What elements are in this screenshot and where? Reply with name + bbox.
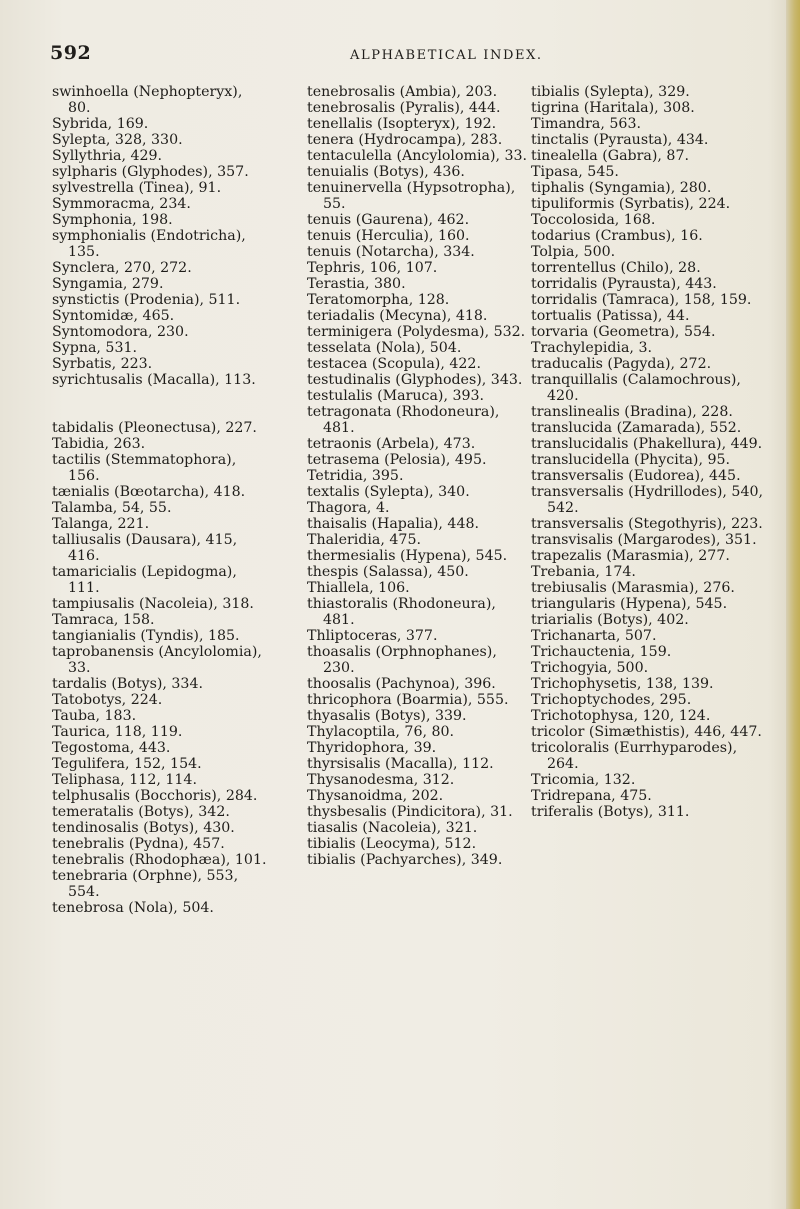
index-entry: torrentellus (Chilo), 28. bbox=[531, 260, 701, 276]
index-entry: tactilis (Stemmatophora), 156. bbox=[52, 452, 237, 484]
index-entry: tigrina (Haritala), 308. bbox=[531, 100, 695, 116]
index-entry: Syngamia, 279. bbox=[52, 276, 164, 292]
index-entry: tenebralis (Rhodophæa), 101. bbox=[52, 852, 267, 868]
index-entry: Trichotophysa, 120, 124. bbox=[531, 708, 711, 724]
index-entry: Symmoracma, 234. bbox=[52, 196, 191, 212]
index-entry: terminigera (Polydesma), 532. bbox=[307, 324, 526, 340]
index-entry: Tegostoma, 443. bbox=[52, 740, 171, 756]
index-entry: Thiallela, 106. bbox=[307, 580, 410, 596]
index-entry: swinhoella (Nephopteryx), 80. bbox=[52, 84, 243, 116]
index-entry: Tricomia, 132. bbox=[531, 772, 636, 788]
index-entry: textalis (Sylepta), 340. bbox=[307, 484, 470, 500]
index-entry: Tridrepana, 475. bbox=[531, 788, 652, 804]
index-entry: Trichauctenia, 159. bbox=[531, 644, 672, 660]
index-entry: Teratomorpha, 128. bbox=[307, 292, 450, 308]
index-entry: tænialis (Bœotarcha), 418. bbox=[52, 484, 246, 500]
page-number: 592 bbox=[50, 42, 92, 64]
index-entry: trapezalis (Marasmia), 277. bbox=[531, 548, 730, 564]
page-edge bbox=[786, 0, 800, 1209]
index-entry: tiphalis (Syngamia), 280. bbox=[531, 180, 712, 196]
index-entry: tetragonata (Rhodoneura), 481. bbox=[307, 404, 500, 436]
index-entry: Trichanarta, 507. bbox=[531, 628, 657, 644]
index-entry: tiasalis (Nacoleia), 321. bbox=[307, 820, 478, 836]
index-entry: thaisalis (Hapalia), 448. bbox=[307, 516, 480, 532]
index-entry: tenebraria (Orphne), 553, 554. bbox=[52, 868, 239, 900]
index-entry: tibialis (Pachyarches), 349. bbox=[307, 852, 503, 868]
index-entry: tendinosalis (Botys), 430. bbox=[52, 820, 235, 836]
index-entry: teriadalis (Mecyna), 418. bbox=[307, 308, 488, 324]
index-entry: thyasalis (Botys), 339. bbox=[307, 708, 467, 724]
index-entry: tibialis (Leocyma), 512. bbox=[307, 836, 477, 852]
index-entry: Terastia, 380. bbox=[307, 276, 406, 292]
index-entry: tenera (Hydrocampa), 283. bbox=[307, 132, 503, 148]
index-entry: Syrbatis, 223. bbox=[52, 356, 153, 372]
index-entry: triangularis (Hypena), 545. bbox=[531, 596, 728, 612]
index-entry: Tauba, 183. bbox=[52, 708, 137, 724]
index-entry: Trachylepidia, 3. bbox=[531, 340, 652, 356]
index-entry: Talamba, 54, 55. bbox=[52, 500, 172, 516]
index-entry: tenebrosalis (Ambia), 203. bbox=[307, 84, 498, 100]
index-entry: tardalis (Botys), 334. bbox=[52, 676, 203, 692]
index-entry: tenebralis (Pydna), 457. bbox=[52, 836, 225, 852]
index-entry: symphonialis (Endotricha), 135. bbox=[52, 228, 246, 260]
index-entry: tenellalis (Isopteryx), 192. bbox=[307, 116, 497, 132]
index-entry: thysbesalis (Pindicitora), 31. bbox=[307, 804, 513, 820]
index-entry: transversalis (Eudorea), 445. bbox=[531, 468, 741, 484]
index-entry: trebiusalis (Marasmia), 276. bbox=[531, 580, 735, 596]
index-entry: Timandra, 563. bbox=[531, 116, 641, 132]
index-entry: tenebrosa (Nola), 504. bbox=[52, 900, 214, 916]
index-entry: Thliptoceras, 377. bbox=[307, 628, 438, 644]
index-entry: Tipasa, 545. bbox=[531, 164, 619, 180]
index-column-2 bbox=[307, 84, 532, 868]
index-entry: tetraonis (Arbela), 473. bbox=[307, 436, 476, 452]
index-entry: Syntomodora, 230. bbox=[52, 324, 189, 340]
index-entry: testudinalis (Glyphodes), 343. bbox=[307, 372, 523, 388]
index-entry: thricophora (Boarmia), 555. bbox=[307, 692, 509, 708]
index-column-1 bbox=[52, 84, 267, 916]
index-entry: thoosalis (Pachynoa), 396. bbox=[307, 676, 496, 692]
index-entry: tortualis (Patissa), 44. bbox=[531, 308, 690, 324]
index-entry: tentaculella (Ancylolomia), 33. bbox=[307, 148, 528, 164]
index-entry: Tetridia, 395. bbox=[307, 468, 404, 484]
index-entry: Talanga, 221. bbox=[52, 516, 150, 532]
index-entry: torridalis (Pyrausta), 443. bbox=[531, 276, 717, 292]
index-entry: sylpharis (Glyphodes), 357. bbox=[52, 164, 249, 180]
index-entry: syrichtusalis (Macalla), 113. bbox=[52, 372, 256, 388]
index-entry: triarialis (Botys), 402. bbox=[531, 612, 689, 628]
index-entry: temeratalis (Botys), 342. bbox=[52, 804, 230, 820]
index-entry: translucida (Zamarada), 552. bbox=[531, 420, 742, 436]
index-entry: Trebania, 174. bbox=[531, 564, 636, 580]
index-entry: translucidella (Phycita), 95. bbox=[531, 452, 731, 468]
index-entry: tenebrosalis (Pyralis), 444. bbox=[307, 100, 501, 116]
index-entry: Taurica, 118, 119. bbox=[52, 724, 183, 740]
index-entry: tamaricialis (Lepidogma), 111. bbox=[52, 564, 237, 596]
index-entry: thermesialis (Hypena), 545. bbox=[307, 548, 508, 564]
index-entry: tricolor (Simæthistis), 446, 447. bbox=[531, 724, 762, 740]
index-entry: Tegulifera, 152, 154. bbox=[52, 756, 202, 772]
index-entry: tenuis (Herculia), 160. bbox=[307, 228, 470, 244]
index-entry: traducalis (Pagyda), 272. bbox=[531, 356, 712, 372]
index-entry: tesselata (Nola), 504. bbox=[307, 340, 462, 356]
index-entry: tinealella (Gabra), 87. bbox=[531, 148, 689, 164]
index-entry: Trichophysetis, 138, 139. bbox=[531, 676, 714, 692]
index-entry: Thysanoidma, 202. bbox=[307, 788, 444, 804]
index-entry: tampiusalis (Nacoleia), 318. bbox=[52, 596, 254, 612]
index-entry: Trichoptychodes, 295. bbox=[531, 692, 692, 708]
index-entry: tibialis (Sylepta), 329. bbox=[531, 84, 690, 100]
running-head: ALPHABETICAL INDEX. bbox=[350, 48, 543, 63]
index-entry: Thaleridia, 475. bbox=[307, 532, 421, 548]
index-entry: tangianialis (Tyndis), 185. bbox=[52, 628, 240, 644]
index-entry: Trichogyia, 500. bbox=[531, 660, 649, 676]
index-entry: tenuis (Gaurena), 462. bbox=[307, 212, 470, 228]
index-entry: Tephris, 106, 107. bbox=[307, 260, 438, 276]
index-entry: thoasalis (Orphnophanes), 230. bbox=[307, 644, 497, 676]
index-entry: Tabidia, 263. bbox=[52, 436, 146, 452]
index-entry: Thagora, 4. bbox=[307, 500, 390, 516]
index-entry: Thyridophora, 39. bbox=[307, 740, 437, 756]
index-entry: tetrasema (Pelosia), 495. bbox=[307, 452, 487, 468]
index-entry: Sypna, 531. bbox=[52, 340, 138, 356]
index-entry: tenuinervella (Hypsotropha), 55. bbox=[307, 180, 516, 212]
index-entry: Syntomidæ, 465. bbox=[52, 308, 175, 324]
index-entry: tinctalis (Pyrausta), 434. bbox=[531, 132, 709, 148]
index-entry: tipuliformis (Syrbatis), 224. bbox=[531, 196, 731, 212]
index-entry: triferalis (Botys), 311. bbox=[531, 804, 690, 820]
index-entry: todarius (Crambus), 16. bbox=[531, 228, 703, 244]
index-entry: tenuis (Notarcha), 334. bbox=[307, 244, 475, 260]
index-entry: Symphonia, 198. bbox=[52, 212, 173, 228]
index-column-3 bbox=[531, 84, 766, 820]
index-entry: Thysanodesma, 312. bbox=[307, 772, 455, 788]
index-entry: thiastoralis (Rhodoneura), 481. bbox=[307, 596, 496, 628]
index-entry: Toccolosida, 168. bbox=[531, 212, 656, 228]
page-header bbox=[50, 42, 760, 72]
index-entry: translucidalis (Phakellura), 449. bbox=[531, 436, 763, 452]
index-entry: torvaria (Geometra), 554. bbox=[531, 324, 716, 340]
index-entry: synstictis (Prodenia), 511. bbox=[52, 292, 241, 308]
index-entry: sylvestrella (Tinea), 91. bbox=[52, 180, 222, 196]
index-entry: translinealis (Bradina), 228. bbox=[531, 404, 733, 420]
index-entry: testacea (Scopula), 422. bbox=[307, 356, 481, 372]
index-entry: Tolpia, 500. bbox=[531, 244, 616, 260]
index-entry: Tamraca, 158. bbox=[52, 612, 155, 628]
index-entry: Syllythria, 429. bbox=[52, 148, 163, 164]
index-entry: Synclera, 270, 272. bbox=[52, 260, 192, 276]
index-entry: transversalis (Stegothyris), 223. bbox=[531, 516, 763, 532]
index-entry: Sybrida, 169. bbox=[52, 116, 149, 132]
index-entry: Sylepta, 328, 330. bbox=[52, 132, 183, 148]
index-entry: thyrsisalis (Macalla), 112. bbox=[307, 756, 494, 772]
index-entry: tranquillalis (Calamochrous), 420. bbox=[531, 372, 741, 404]
index-entry: Thylacoptila, 76, 80. bbox=[307, 724, 455, 740]
index-entry: talliusalis (Dausara), 415, 416. bbox=[52, 532, 238, 564]
index-entry: Tatobotys, 224. bbox=[52, 692, 163, 708]
index-entry: tabidalis (Pleonectusa), 227. bbox=[52, 420, 257, 436]
index-entry: tricoloralis (Eurrhyparodes), 264. bbox=[531, 740, 738, 772]
index-entry: telphusalis (Bocchoris), 284. bbox=[52, 788, 258, 804]
index-entry: Teliphasa, 112, 114. bbox=[52, 772, 197, 788]
index-entry: tenuialis (Botys), 436. bbox=[307, 164, 465, 180]
index-entry: taprobanensis (Ancylolomia), 33. bbox=[52, 644, 262, 676]
index-entry: thespis (Salassa), 450. bbox=[307, 564, 469, 580]
index-entry: testulalis (Maruca), 393. bbox=[307, 388, 485, 404]
index-entry: transvisalis (Margarodes), 351. bbox=[531, 532, 757, 548]
index-entry: torridalis (Tamraca), 158, 159. bbox=[531, 292, 752, 308]
index-entry: transversalis (Hydrillodes), 540, 542. bbox=[531, 484, 764, 516]
